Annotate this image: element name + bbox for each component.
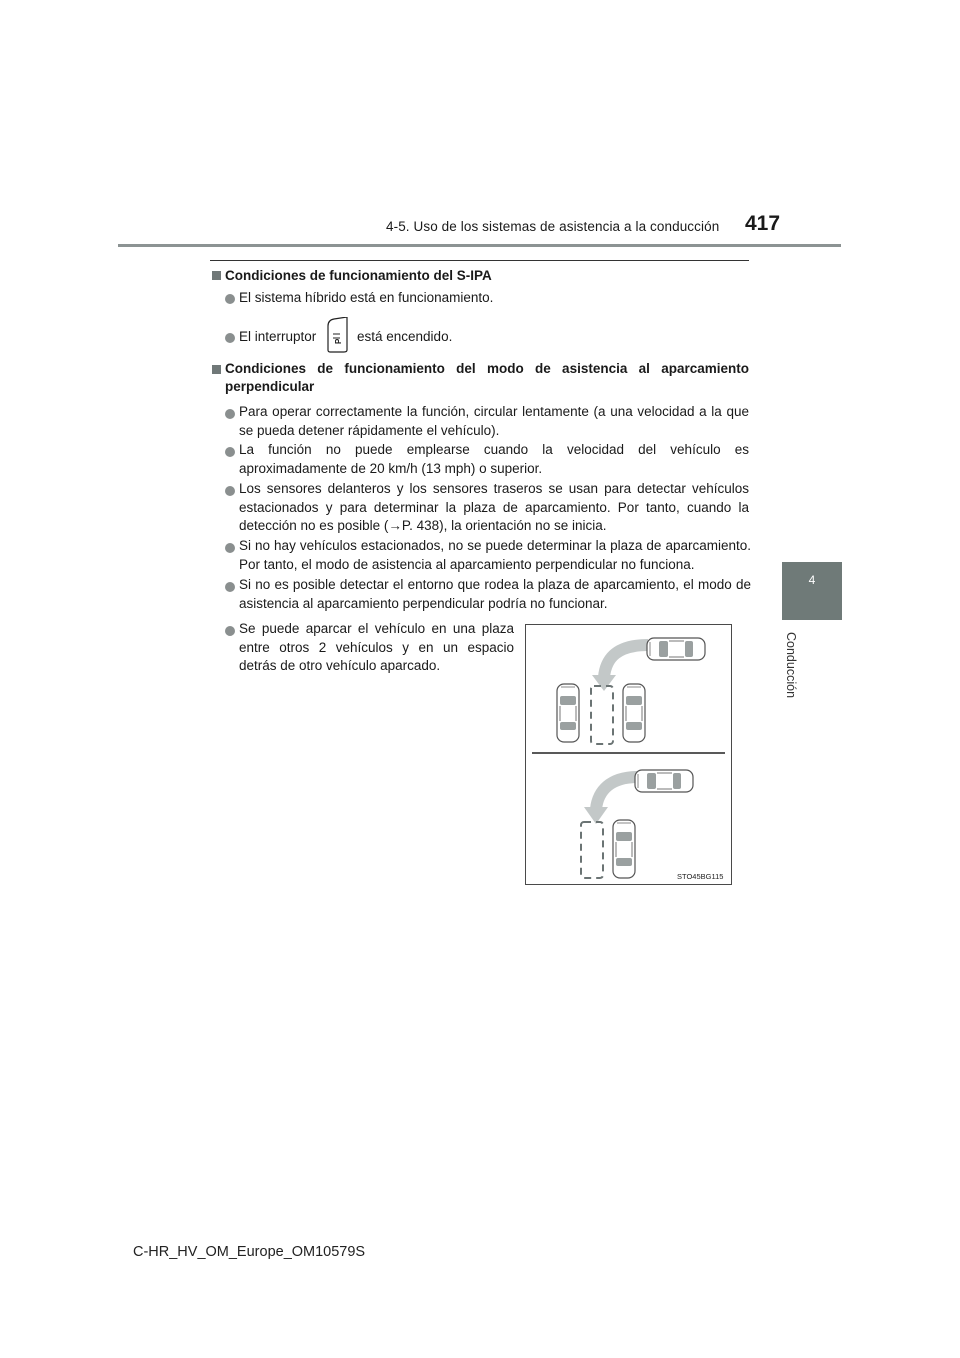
list-item: Para operar correctamente la función, circular lentamente (a una velocidad a la que se pueda detener rápidamente el vehículo). (239, 404, 749, 438)
bullet-icon (225, 333, 235, 343)
section-marker-icon (212, 365, 221, 374)
chapter-tab (782, 562, 842, 620)
parking-diagram (525, 624, 732, 885)
section-heading: Condiciones de funcionamiento del modo de asistencia al aparcamiento perpendicular (225, 361, 749, 394)
list-item: El sistema híbrido está en funcionamiento. (239, 290, 494, 305)
section-marker-icon (212, 271, 221, 280)
header-rule (118, 244, 841, 247)
chapter-number: 4 (808, 573, 816, 587)
page-number: 417 (745, 212, 781, 235)
parking-diagram-illustration (526, 625, 731, 884)
bullet-icon (225, 447, 235, 457)
list-item: La función no puede emplearse cuando la velocidad del vehículo es aproximadamente de 20 km/h (13 mph) o superior. (239, 442, 749, 476)
figure-code: STO45BG115 (677, 872, 724, 881)
list-item: Si no es posible detectar el entorno que rodea la plaza de aparcamiento, el modo de asistencia al aparcamiento perpendicular podría no funcionar. (239, 577, 751, 611)
bullet-icon (225, 486, 235, 496)
bullet-icon (225, 294, 235, 304)
bullet-icon (225, 582, 235, 592)
document-id: C-HR_HV_OM_Europe_OM10579S (133, 1244, 366, 1260)
svg-text:P: P (334, 338, 343, 344)
bullet-icon (225, 543, 235, 553)
list-item-text-before: El interruptor (239, 329, 317, 344)
list-item: Si no hay vehículos estacionados, no se puede determinar la plaza de aparcamiento. Por tanto, el modo de asistencia al aparcamiento perpendicular no funciona. (239, 538, 751, 572)
chapter-label: Conducción (784, 632, 798, 699)
parking-assist-switch-icon (325, 317, 349, 353)
content-rule (210, 260, 749, 261)
list-item: Los sensores delanteros y los sensores traseros se usan para detectar vehículos estacionados y para determinar la plaza de aparcamiento. Por tanto, cuando la detección no es posible (→P. 438), la orientación no se inicia. (239, 481, 749, 533)
list-item: Se puede aparcar el vehículo en una plaza entre otros 2 vehículos y en un espacio detrás de otro vehículo aparcado. (239, 621, 514, 673)
bullet-icon (225, 409, 235, 419)
chapter-label-container (780, 632, 800, 732)
section-title: 4-5. Uso de los sistemas de asistencia a la conducción (386, 219, 720, 234)
section-heading: Condiciones de funcionamiento del S-IPA (225, 268, 492, 283)
list-item-text-after: está encendido. (357, 329, 453, 344)
bullet-icon (225, 626, 235, 636)
